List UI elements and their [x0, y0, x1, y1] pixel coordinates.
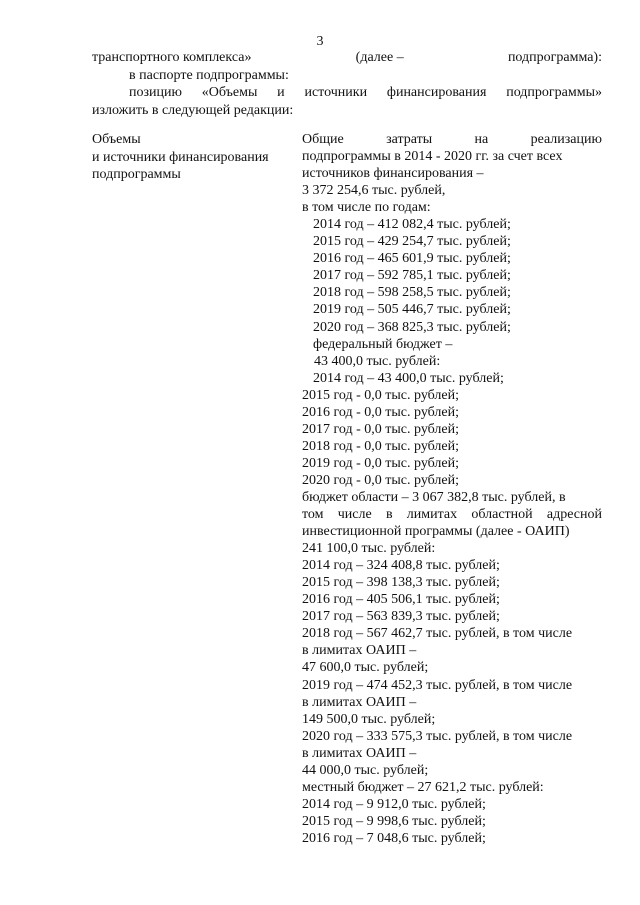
right-cell-line: 2014 год – 324 408,8 тыс. рублей;	[302, 558, 500, 574]
left-cell-line: подпрограммы	[92, 167, 181, 182]
right-cell-line: 2016 год – 465 601,9 тыс. рублей;	[313, 251, 511, 267]
intro-line-2: в паспорте подпрограммы:	[129, 67, 289, 83]
right-cell-line: 2020 год - 0,0 тыс. рублей;	[302, 472, 460, 488]
right-cell-line: 2016 год - 0,0 тыс. рублей;	[302, 404, 460, 420]
right-cell-line: в лимитах ОАИП –	[302, 643, 417, 659]
right-cell-line: 2018 год – 598 258,5 тыс. рублей;	[313, 285, 511, 301]
intro-line-1-part: подпрограмма):	[507, 50, 602, 65]
right-cell-line: 43 400,0 тыс. рублей:	[314, 353, 441, 369]
right-cell-line: 2014 год – 9 912,0 тыс. рублей;	[302, 796, 486, 812]
right-cell-line: в лимитах ОАИП –	[302, 745, 417, 761]
right-cell-line: 2017 год – 563 839,3 тыс. рублей;	[302, 609, 500, 625]
right-cell-line: 2015 год - 0,0 тыс. рублей;	[302, 387, 460, 403]
right-cell-line: местный бюджет – 27 621,2 тыс. рублей:	[302, 779, 544, 795]
right-cell-line: 47 600,0 тыс. рублей;	[302, 660, 429, 676]
right-cell-line: 2015 год – 429 254,7 тыс. рублей;	[313, 234, 511, 250]
right-cell-line: 2015 год – 9 998,6 тыс. рублей;	[302, 813, 486, 829]
right-cell-line: в том числе по годам:	[302, 200, 431, 216]
right-cell-line: инвестиционной программы (далее - ОАИП)	[302, 524, 570, 540]
intro-line-4: изложить в следующей редакции:	[92, 102, 294, 118]
left-cell-line: Объемы	[92, 132, 141, 147]
right-cell-line: 2019 год – 474 452,3 тыс. рублей, в том числе	[302, 677, 573, 693]
right-cell-line: 2020 год – 368 825,3 тыс. рублей;	[313, 319, 511, 335]
intro-line-1-part: транспортного комплекса»	[92, 50, 252, 65]
right-cell-line: источников финансирования –	[302, 166, 484, 182]
right-cell-line: 2015 год – 398 138,3 тыс. рублей;	[302, 575, 500, 591]
intro-line-3-word: «Объемы	[201, 85, 258, 100]
right-cell-line: подпрограммы в 2014 - 2020 гг. за счет всех	[302, 149, 563, 165]
intro-text	[92, 49, 602, 119]
table-right-cell	[302, 131, 602, 847]
right-cell-line: 3 372 254,6 тыс. рублей,	[302, 183, 446, 199]
page-number: 3	[316, 34, 324, 49]
right-cell-line: бюджет области – 3 067 382,8 тыс. рублей, в	[302, 489, 566, 505]
intro-line-3-word: подпрограммы»	[506, 85, 602, 100]
right-cell-line: 241 100,0 тыс. рублей:	[302, 541, 436, 557]
right-cell-word: затраты	[386, 132, 433, 147]
intro-line-3-word: позицию	[129, 85, 182, 100]
right-cell-line: 2020 год – 333 575,3 тыс. рублей, в том числе	[302, 728, 573, 744]
right-cell-line: 2017 год - 0,0 тыс. рублей;	[302, 421, 460, 437]
right-cell-line: 149 500,0 тыс. рублей;	[302, 711, 436, 727]
intro-line-3	[92, 84, 602, 102]
right-cell-word: на	[474, 132, 489, 147]
right-cell-line: федеральный бюджет –	[313, 336, 453, 352]
intro-line-3-word: и	[277, 85, 285, 100]
right-cell-line: 2017 год – 592 785,1 тыс. рублей;	[313, 268, 511, 284]
right-cell-line: 2019 год - 0,0 тыс. рублей;	[302, 455, 460, 471]
left-cell-line: и источники финансирования	[92, 149, 269, 165]
right-cell-line: 2014 год – 43 400,0 тыс. рублей;	[313, 370, 504, 386]
intro-line-1	[92, 49, 602, 67]
right-cell-line: 44 000,0 тыс. рублей;	[302, 762, 429, 778]
intro-line-3-word: источники	[304, 85, 368, 100]
intro-line-1-part: (далее –	[355, 50, 404, 65]
right-cell-word: реализацию	[530, 132, 602, 147]
right-cell-word: Общие	[302, 132, 344, 147]
table-left-cell	[92, 131, 297, 184]
right-cell-first-line	[302, 131, 602, 148]
right-cell-line: 2018 год - 0,0 тыс. рублей;	[302, 438, 460, 454]
right-cell-line: 2016 год – 405 506,1 тыс. рублей;	[302, 592, 500, 608]
right-cell-line: 2014 год – 412 082,4 тыс. рублей;	[313, 217, 511, 233]
right-cell-line: 2016 год – 7 048,6 тыс. рублей;	[302, 830, 486, 846]
right-cell-line: том числе в лимитах областной адресной	[302, 507, 602, 523]
right-cell-line: 2018 год – 567 462,7 тыс. рублей, в том числе	[302, 626, 573, 642]
intro-line-3-word: финансирования	[386, 85, 487, 100]
right-cell-line: в лимитах ОАИП –	[302, 694, 417, 710]
right-cell-line: 2019 год – 505 446,7 тыс. рублей;	[313, 302, 511, 318]
